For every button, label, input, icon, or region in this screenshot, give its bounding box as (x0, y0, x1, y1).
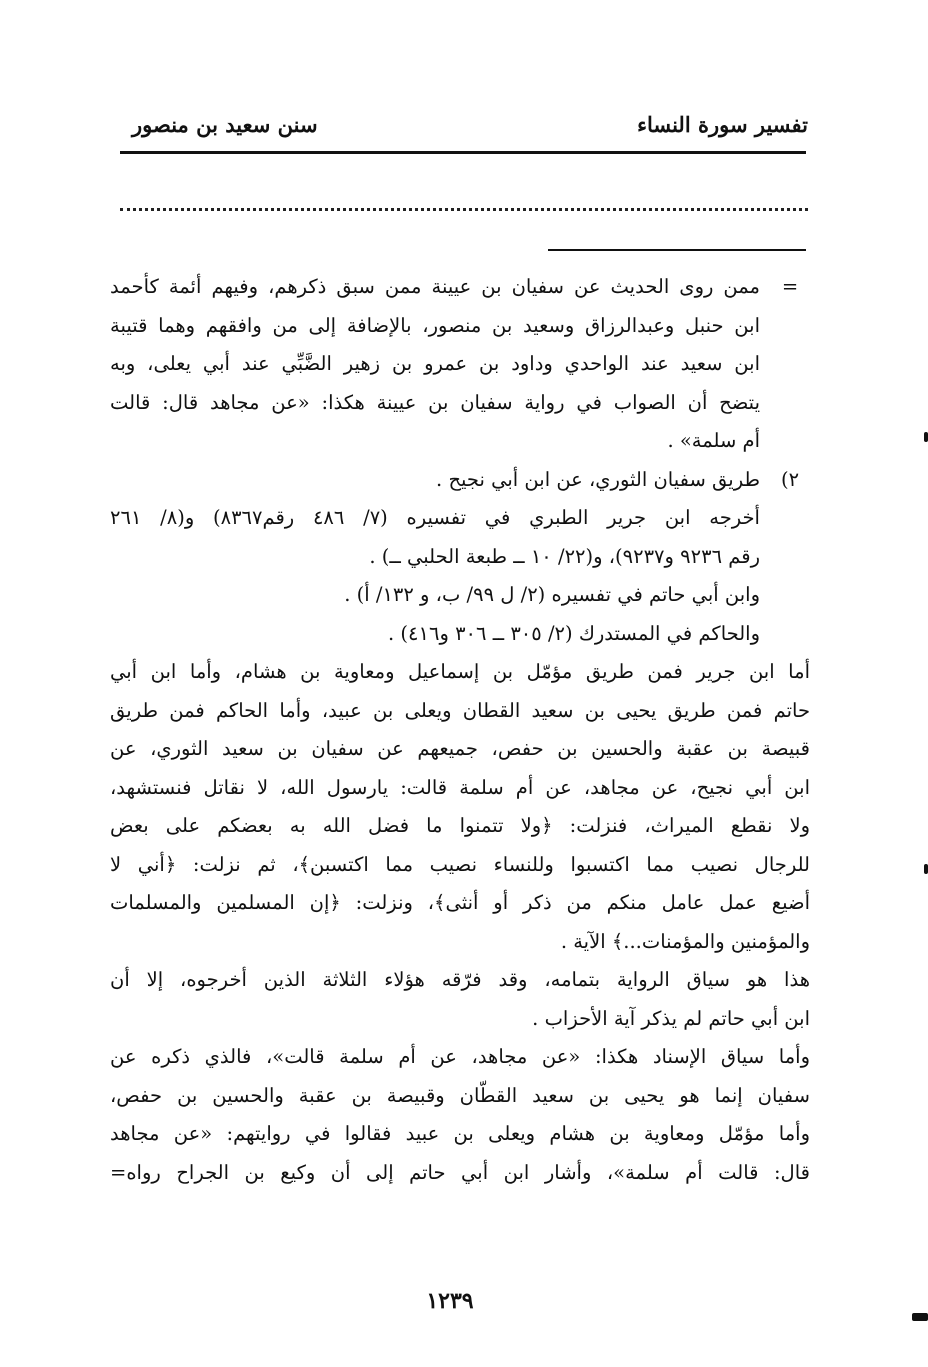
text-line: وأما سياق الإسناد هكذا: «عن مجاهد، عن أم سلمة قالت»، فالذي ذكره عن (110, 1045, 810, 1068)
text-line: ابن أبي حاتم لم يذكر آية الأحزاب . (532, 1006, 810, 1030)
running-header (118, 112, 808, 146)
text-line: طريق سفيان الثوري، عن ابن أبي نجيح . (436, 467, 760, 491)
footnote-rule (548, 249, 806, 251)
text-line: ابن حنبل وعبدالرزاق وسعيد بن منصور، بالإضافة إلى من وافقهم وهما قتيبة (110, 313, 760, 337)
text-line: ممن روى الحديث عن سفيان بن عيينة ممن سبق ذكرهم، وفيهم أئمة كأحمد (110, 275, 760, 298)
book-title: سنن سعيد بن منصور (132, 112, 318, 137)
text-line: ابن سعيد عند الواحدي وداود بن عمرو بن زهير الضَّبِّي عند أبي يعلى، وبه (110, 352, 760, 375)
text-line: للرجال نصيب مما اكتسبوا وللنساء نصيب مما اكتسبن﴾، ثم نزلت: ﴿أني لا (110, 852, 810, 876)
footnote-marker: = (781, 275, 799, 298)
header-rule (120, 151, 806, 154)
text-line: ابن أبي نجيح، عن مجاهد، عن أم سلمة قالت: يارسول الله، لا نقاتل فنستشهد، (110, 775, 810, 799)
text-line: والحاكم في المستدرك (٢/ ٣٠٥ ــ ٣٠٦ و٤١٦) . (388, 621, 760, 645)
text-line: قال: قالت أم سلمة»، وأشار ابن أبي حاتم إلى أن وكيع بن الجراح رواه= (110, 1160, 810, 1184)
page-number: ١٢٣٩ (426, 1288, 474, 1314)
footnote-continuation (110, 268, 810, 461)
scan-edge-mark (912, 1313, 928, 1321)
dotted-separator (120, 208, 808, 211)
text-line: هذا هو سياق الرواية بتمامه، وقد فرّقه هؤلاء الثلاثة الذين أخرجوه، إلا أن (110, 968, 810, 991)
footnotes-section (110, 268, 810, 1192)
text-line: أم سلمة» . (667, 429, 760, 452)
text-line: أما ابن جرير فمن طريق مؤمّل بن إسماعيل ومعاوية بن هشام، وأما ابن أبي (110, 660, 810, 683)
text-line: أضيع عمل عامل منكم من ذكر أو أنثى﴾، ونزلت: ﴿إن المسلمين والمسلمات (110, 891, 810, 914)
text-line: ولا نقطع الميراث، فنزلت: ﴿ولا تتمنوا ما فضل الله به بعضكم على بعض (110, 814, 810, 837)
footnote-marker: ٢) (780, 467, 800, 491)
text-line: قبيصة بن عقبة والحسين بن حفص، جميعهم عن سفيان بن سعيد الثوري، عن (110, 737, 810, 760)
text-line: حاتم فمن طريق يحيى بن سعيد القطان ويعلى بن عبيد، وأما الحاكم فمن طريق (110, 698, 810, 722)
text-line: يتضح أن الصواب في رواية سفيان بن عيينة هكذا: «عن مجاهد قال: قالت (110, 390, 760, 414)
text-line: رقم ٩٢٣٦ و٩٢٣٧)، و(٢٢/ ١٠ ــ طبعة الحلبي ــ) . (369, 544, 760, 568)
scan-edge-mark (924, 864, 928, 874)
text-line: أخرجه ابن جرير الطبري في تفسيره (٧/ ٤٨٦ رقم٨٣٦٧) و(٨/ ٢٦١ (110, 506, 760, 529)
footnote-2 (110, 461, 810, 654)
text-line: والمؤمنين والمؤمنات...﴾ الآية . (560, 929, 810, 953)
footnote-2-discussion (110, 653, 810, 1192)
chapter-title: تفسير سورة النساء (637, 112, 808, 137)
text-line: وأما مؤمّل ومعاوية بن هشام ويعلى بن عبيد فقالوا في روايتهم: «عن مجاهد (110, 1122, 810, 1145)
text-line: سفيان إنما هو يحيى بن سعيد القطّان وقبيصة بن عقبة والحسين بن حفص، (110, 1083, 810, 1107)
scan-edge-mark (924, 432, 928, 442)
text-line: وابن أبي حاتم في تفسيره (٢/ ل ٩٩/ ب، و ١٣٢/ أ) . (344, 583, 760, 606)
